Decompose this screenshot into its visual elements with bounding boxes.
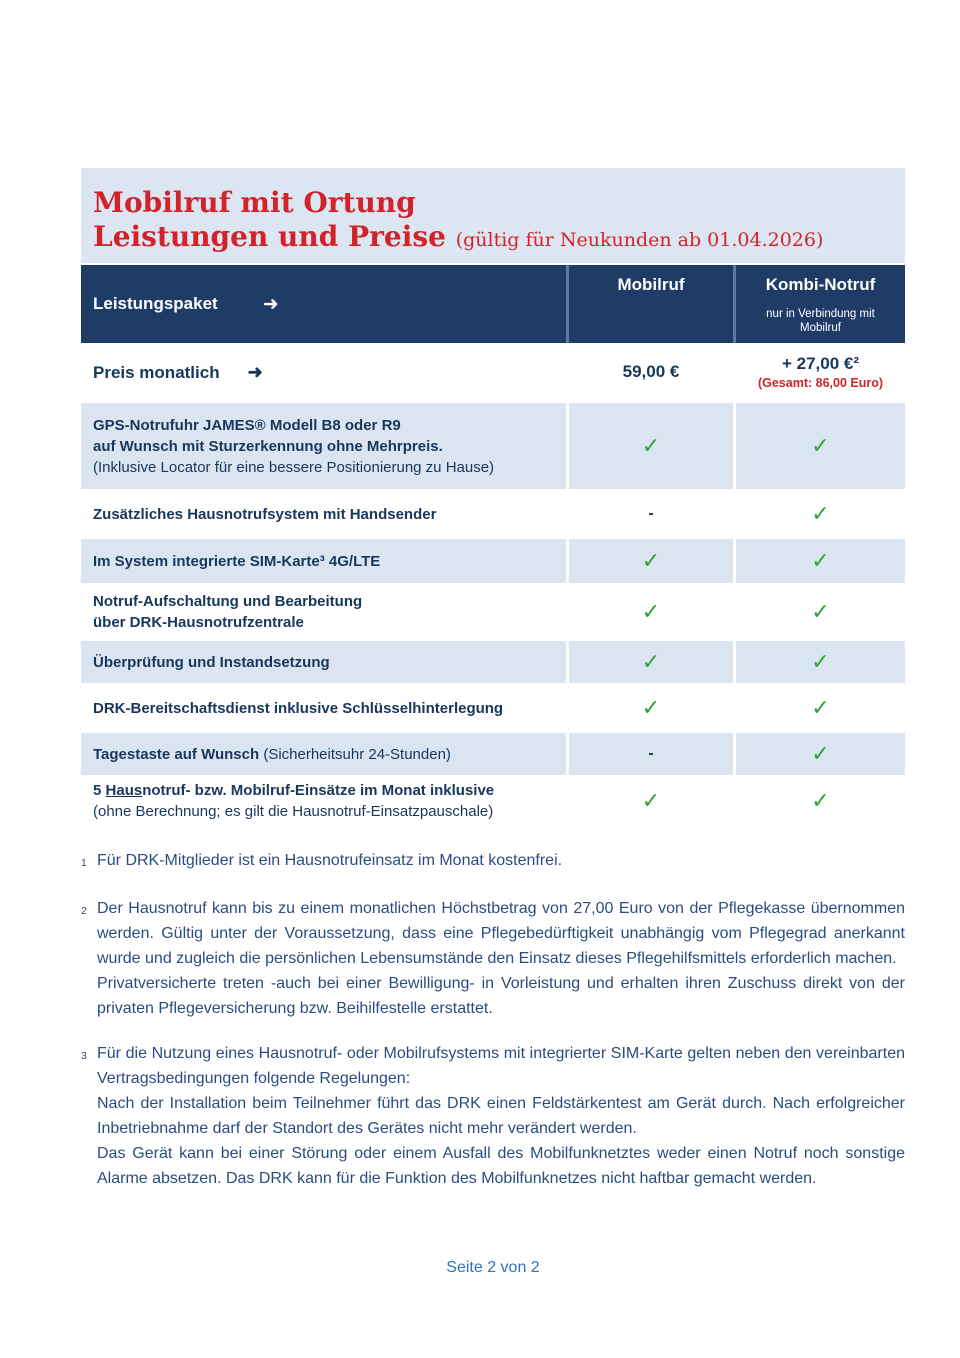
check-icon: ✓ <box>641 649 661 674</box>
check-icon: ✓ <box>641 599 661 624</box>
dash-icon: - <box>648 745 654 762</box>
footnote-3 <box>81 1041 905 1191</box>
footnote-marker: 2 <box>81 905 87 917</box>
header-mobilruf: Mobilruf <box>569 265 733 343</box>
row-label: Zusätzliches Hausnotrufsystem mit Handsender <box>93 505 437 523</box>
footnote-2 <box>81 896 905 1021</box>
footnote-text: Nach der Installation beim Teilnehmer führt das DRK einen Feldstärkentest am Gerät durch. Nach erfolgreicher Inbetriebnahme darf der Standort des Gerätes nicht mehr verändert werden. <box>97 1095 905 1137</box>
check-icon: ✓ <box>811 501 830 526</box>
check-icon: ✓ <box>811 649 830 674</box>
row-label: DRK-Bereitschaftsdienst inklusive Schlüsselhinterlegung <box>93 699 504 717</box>
check-icon: ✓ <box>641 548 661 573</box>
table-header <box>81 265 905 343</box>
footnotes-section <box>81 848 905 1211</box>
title-band <box>81 168 905 263</box>
check-icon: ✓ <box>641 695 661 720</box>
table-row <box>81 537 905 585</box>
table-row: Notruf-Aufschaltung und Bearbeitung über DRK-Hausnotrufzentrale ✓ ✓ <box>81 585 905 639</box>
row-label: 5 Hausnotruf- bzw. Mobilruf-Einsätze im Monat inklusive <box>93 782 495 799</box>
check-icon: ✓ <box>641 788 661 813</box>
dash-icon: - <box>648 505 654 522</box>
page-title-line1: Mobilruf mit Ortung <box>93 186 416 219</box>
row-label: Tagestaste auf Wunsch (Sicherheitsuhr 24-Stunden) <box>93 745 451 763</box>
title-validity-note: (gültig für Neukunden ab 01.04.2026) <box>455 229 824 251</box>
price-row <box>81 343 905 401</box>
price-kombi-total: (Gesamt: 86,00 Euro) <box>757 376 884 390</box>
footnote-1 <box>81 848 905 876</box>
footnote-marker: 1 <box>81 857 87 869</box>
row-label: Im System integrierte SIM-Karte³ 4G/LTE <box>93 552 381 570</box>
header-label: Leistungspaket <box>93 294 218 313</box>
table-row <box>81 491 905 537</box>
row-label: GPS-Notrufuhr JAMES® Modell B8 oder R9 <box>93 416 401 434</box>
row-label: Überprüfung und Instandsetzung <box>93 653 330 671</box>
table-row: GPS-Notrufuhr JAMES® Modell B8 oder R9 auf Wunsch mit Sturzerkennung ohne Mehrpreis. (Inklusive Locator für eine bessere Positionierung zu Hause) ✓ ✓ <box>81 401 905 491</box>
check-icon: ✓ <box>811 695 830 720</box>
row-label: Notruf-Aufschaltung und Bearbeitung <box>93 593 363 610</box>
header-kombi-subnote: nur in Verbindung mit Mobilruf <box>766 308 875 334</box>
footnote-text: Der Hausnotruf kann bis zu einem monatlichen Höchstbetrag von 27,00 Euro von der Pflegekasse übernommen werden. Gültig unter der Voraussetzung, dass eine Pflegebedürftigkeit unabhängig vom Pflegegrad anerkannt wurde und zugleich die persönlichen Lebensumstände den Einsatz dieses Pflegehilfsmittels erforderlich machen. <box>97 900 905 967</box>
check-icon: ✓ <box>811 433 830 458</box>
footnote-text: Für die Nutzung eines Hausnotruf- oder Mobilrufsystems mit integrierter SIM-Karte gelten neben den vereinbarten Vertragsbedingungen folgende Regelungen: <box>97 1045 905 1087</box>
table-row: 5 Hausnotruf- bzw. Mobilruf-Einsätze im Monat inklusive (ohne Berechnung; es gilt die Hausnotruf-Einsatzpauschale) ✓ ✓ <box>81 777 905 825</box>
price-mobilruf: 59,00 € <box>622 362 680 381</box>
page-number: Seite 2 von 2 <box>446 1259 540 1276</box>
header-leistungspaket <box>81 265 566 343</box>
footnote-text: Das Gerät kann bei einer Störung oder einem Ausfall des Mobilfunknetztes weder einen Notruf noch sonstige Alarme absetzen. Das DRK kann für die Funktion des Mobilfunknetzes nicht haftbar gemacht werden. <box>97 1145 905 1187</box>
table-row <box>81 731 905 777</box>
price-table <box>81 265 905 825</box>
price-row-label: Preis monatlich ➜ <box>93 361 263 382</box>
check-icon: ✓ <box>641 433 661 458</box>
check-icon: ✓ <box>811 599 830 624</box>
table-row <box>81 639 905 685</box>
arrow-right-icon: ➜ <box>247 361 263 382</box>
arrow-right-icon: ➜ <box>262 293 279 315</box>
check-icon: ✓ <box>811 548 830 573</box>
footnote-marker: 3 <box>81 1050 87 1062</box>
table-row <box>81 685 905 731</box>
check-icon: ✓ <box>811 788 830 813</box>
price-kombi: + 27,00 €² <box>781 354 860 373</box>
page-title-line2: Leistungen und Preise (gültig für Neukunden ab 01.04.2026) <box>93 220 824 253</box>
header-kombi-notruf: Kombi-Notruf nur in Verbindung mit Mobilruf <box>736 265 905 343</box>
check-icon: ✓ <box>811 741 830 766</box>
footnote-text: Für DRK-Mitglieder ist ein Hausnotrufeinsatz im Monat kostenfrei. <box>97 852 563 869</box>
footnote-text: Privatversicherte treten -auch bei einer Bewilligung- in Vorleistung und erhalten ihren Zuschuss direkt von der privaten Pflegeversicherung bzw. Beihilfestelle erstattet. <box>97 975 905 1017</box>
